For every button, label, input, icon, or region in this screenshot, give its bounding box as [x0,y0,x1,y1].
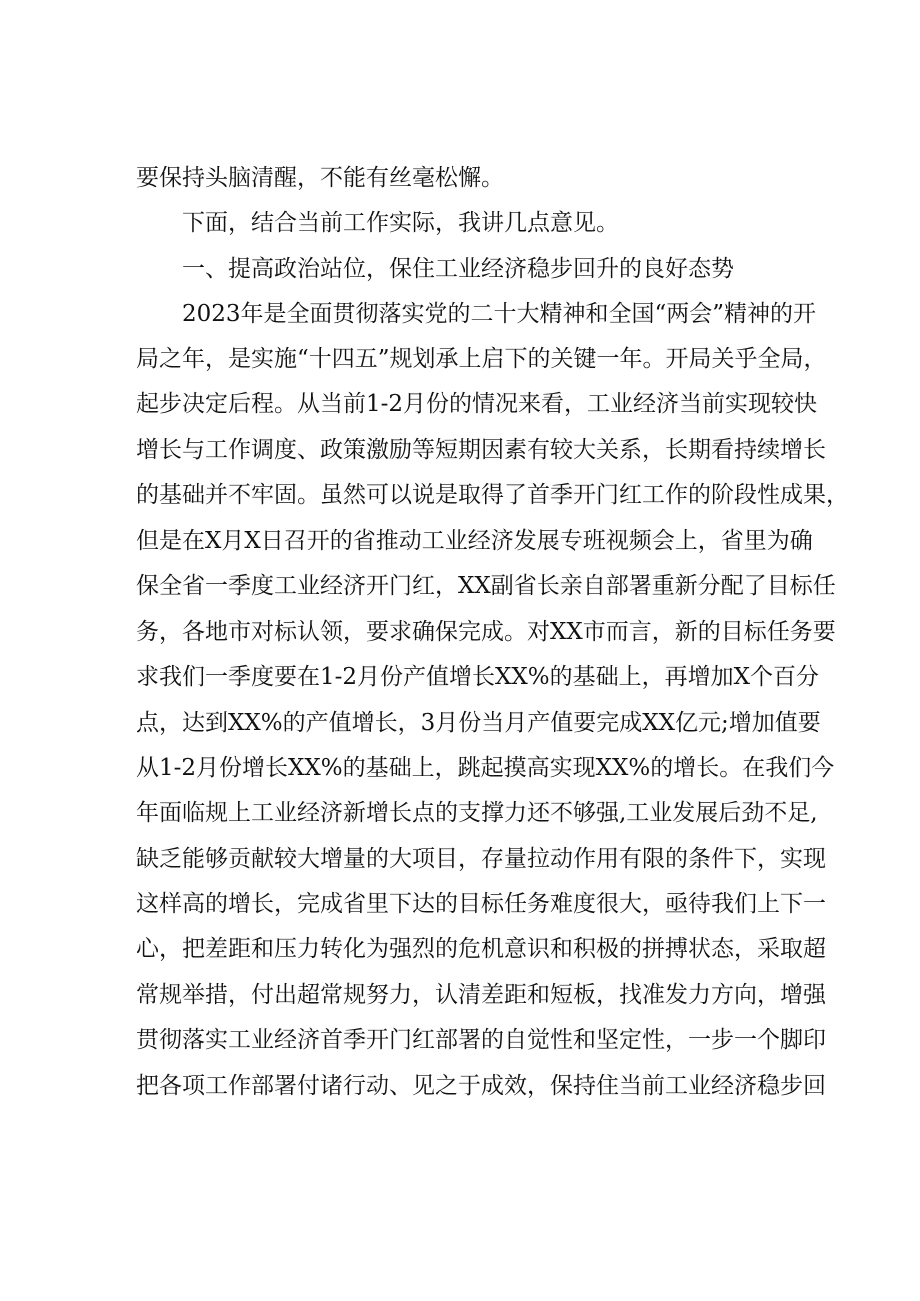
text-line: 保全省一季度工业经济开门红，XX副省长亲自部署重新分配了目标任 [136,573,836,599]
text-line: 年面临规上工业经济新增长点的支撑力还不够强,工业发展后劲不足, [136,800,818,826]
text-line: 2023年是全面贯彻落实党的二十大精神和全国“两会”精神的开 [182,301,817,327]
text-line: 心，把差距和压力转化为强烈的危机意识和积极的拼搏状态，采取超 [136,936,826,962]
text-line: 局之年，是实施“十四五”规划承上启下的关键一年。开局关乎全局， [136,346,827,372]
text-line: 务，各地市对标认领，要求确保完成。对XX市而言，新的目标任务要 [136,619,836,645]
text-line: 增长与工作调度、政策激励等短期因素有较大关系，长期看持续增长 [136,437,826,463]
text-line: 常规举措，付出超常规努力，认清差距和短板，找准发力方向，增强 [136,982,826,1008]
text-line: 缺乏能够贡献较大增量的大项目，存量拉动作用有限的条件下，实现 [136,846,826,872]
text-line: 求我们一季度要在1-2月份产值增长XX%的基础上，再增加X个百分 [136,664,820,690]
text-line: 的基础并不牢固。虽然可以说是取得了首季开门红工作的阶段性成果， [136,482,849,508]
text-line: 下面，结合当前工作实际，我讲几点意见。 [182,210,619,236]
text-line: 从1-2月份增长XX%的基础上，跳起摸高实现XX%的增长。在我们今 [136,755,835,781]
text-line: 点，达到XX%的产值增长，3月份当月产值要完成XX亿元;增加值要 [136,710,821,736]
text-line: 这样高的增长，完成省里下达的目标任务难度很大，亟待我们上下一 [136,891,826,917]
section-heading: 一、提高政治站位，保住工业经济稳步回升的良好态势 [182,256,734,282]
text-line: 把各项工作部署付诸行动、见之于成效，保持住当前工业经济稳步回 [136,1073,826,1099]
text-line: 要保持头脑清醒，不能有丝毫松懈。 [136,165,504,191]
text-line: 起步决定后程。从当前1-2月份的情况来看，工业经济当前实现较快 [136,391,818,417]
text-line: 但是在X月X日召开的省推动工业经济发展专班视频会上，省里为确 [136,528,813,554]
text-line: 贯彻落实工业经济首季开门红部署的自觉性和坚定性，一步一个脚印 [136,1027,826,1053]
